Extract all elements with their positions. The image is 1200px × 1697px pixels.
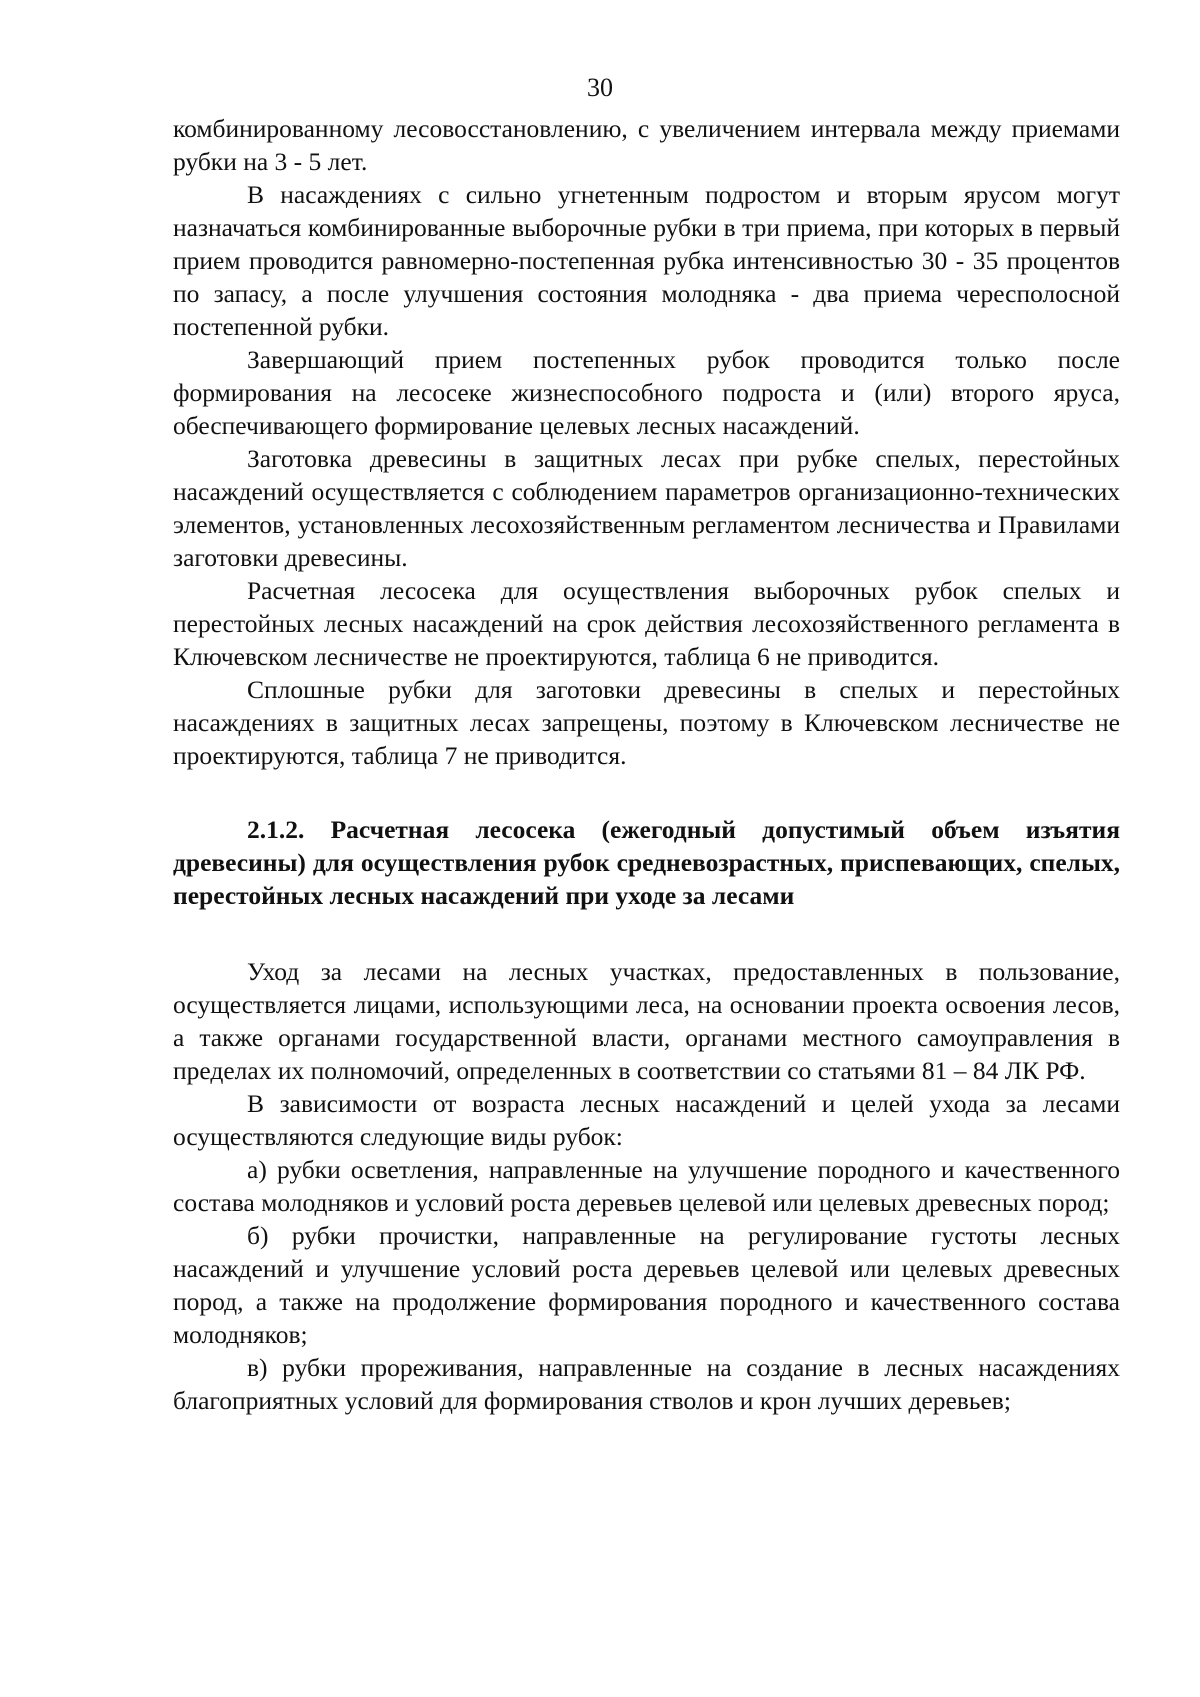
paragraph: Уход за лесами на лесных участках, предоставленных в пользование, осуществляется лицами, использующими леса, на основании проекта освоения лесов, а также органами государственной власти, органами местного самоуправления в пределах их полномочий, определенных в соответствии со статьями 81 – 84 ЛК РФ. xyxy=(173,957,1120,1085)
paragraph: комбинированному лесовосстановлению, с увеличением интервала между приемами рубки на 3 - 5 лет. xyxy=(173,114,1120,176)
section-heading: 2.1.2. Расчетная лесосека (ежегодный допустимый объем изъятия древесины) для осуществления рубок средневозрастных, приспевающих, спелых, перестойных лесных насаждений при уходе за лесами xyxy=(173,815,1120,910)
paragraph: Заготовка древесины в защитных лесах при рубке спелых, перестойных насаждений осуществляется с соблюдением параметров организационно-технических элементов, установленных лесохозяйственным регламентом лесничества и Правилами заготовки древесины. xyxy=(173,444,1120,572)
paragraph: Сплошные рубки для заготовки древесины в спелых и перестойных насаждениях в защитных лесах запрещены, поэтому в Ключевском лесничестве не проектируются, таблица 7 не приводится. xyxy=(173,675,1120,770)
paragraph: В насаждениях с сильно угнетенным подростом и вторым ярусом могут назначаться комбинированные выборочные рубки в три приема, при которых в первый прием проводится равномерно-постепенная рубка интенсивностью 30 - 35 процентов по запасу, а после улучшения состояния молодняка - два приема чересполосной постепенной рубки. xyxy=(173,180,1120,341)
list-item-a: а) рубки осветления, направленные на улучшение породного и качественного состава молодняков и условий роста деревьев целевой или целевых древесных пород; xyxy=(173,1155,1120,1217)
paragraph: В зависимости от возраста лесных насаждений и целей ухода за лесами осуществляются следующие виды рубок: xyxy=(173,1089,1120,1151)
page-number: 30 xyxy=(587,73,613,102)
list-item-c: в) рубки прореживания, направленные на создание в лесных насаждениях благоприятных условий для формирования стволов и крон лучших деревьев; xyxy=(173,1353,1120,1415)
document-body xyxy=(173,112,1120,1417)
paragraph: Расчетная лесосека для осуществления выборочных рубок спелых и перестойных лесных насаждений на срок действия лесохозяйственного регламента в Ключевском лесничестве не проектируются, таблица 6 не приводится. xyxy=(173,576,1120,671)
paragraph: Завершающий прием постепенных рубок проводится только после формирования на лесосеке жизнеспособного подроста и (или) второго яруса, обеспечивающего формирование целевых лесных насаждений. xyxy=(173,345,1120,440)
list-item-b: б) рубки прочистки, направленные на регулирование густоты лесных насаждений и улучшение условий роста деревьев целевой или целевых древесных пород, а также на продолжение формирования породного и качественного состава молодняков; xyxy=(173,1221,1120,1349)
